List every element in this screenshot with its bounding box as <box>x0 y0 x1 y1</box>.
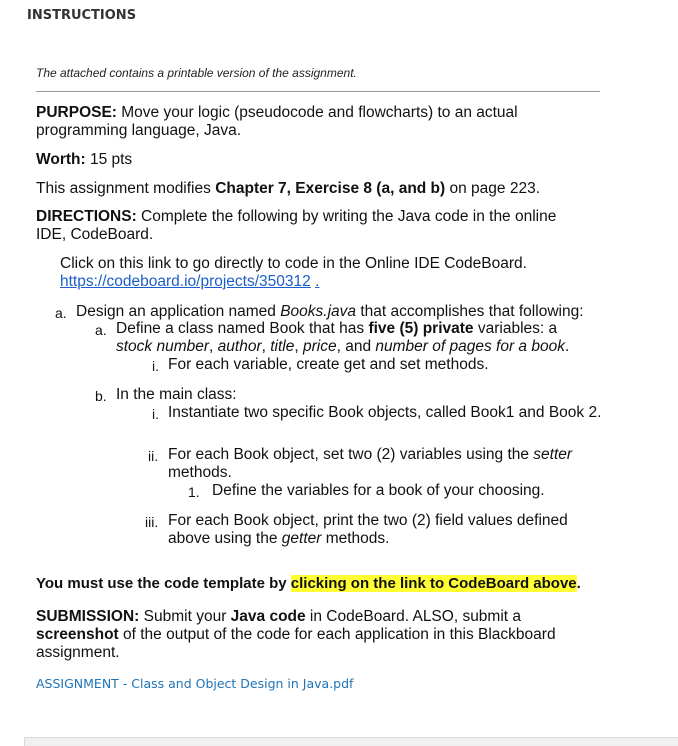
list-marker-b: b. <box>95 388 107 404</box>
list-item-b-ii-1: Define the variables for a book of your choosing. <box>212 482 545 499</box>
item-a-text-end: that accomplishes that following: <box>356 303 584 320</box>
purpose-text: Move your logic (pseudocode and flowcharts) to an actual programming language, Java. <box>36 104 518 139</box>
list-item-a-a <box>116 320 596 356</box>
page-reference: on page 223. <box>445 180 541 197</box>
screenshot-bold: screenshot <box>36 626 119 643</box>
purpose-label: PURPOSE: <box>36 104 117 121</box>
var-pages: number of pages for a book <box>375 338 565 355</box>
modifies-text: This assignment modifies <box>36 180 216 197</box>
printable-note: The attached contains a printable version of the assignment. <box>36 66 357 80</box>
list-item-a <box>76 303 584 321</box>
list-marker-b-iii: iii. <box>145 514 159 530</box>
var-price: price <box>303 338 337 355</box>
setter-text: For each Book object, set two (2) variables using the <box>168 446 534 463</box>
java-code-bold: Java code <box>230 608 306 625</box>
template-note-text: You must use the code template by <box>36 575 291 592</box>
list-marker-a-a-i: i. <box>152 358 159 374</box>
sep: , <box>209 338 218 355</box>
divider <box>36 91 600 92</box>
sep: , <box>261 338 271 355</box>
modifies-paragraph <box>36 180 540 198</box>
getter-word: getter <box>281 530 322 547</box>
instructions-heading: INSTRUCTIONS <box>27 8 137 23</box>
var-title: title <box>270 338 295 355</box>
getter-text-end: methods. <box>321 530 390 547</box>
directions-text: Complete the following by writing the Java code in the online IDE, CodeBoard. <box>36 208 557 243</box>
list-marker-b-i: i. <box>152 406 159 422</box>
codeboard-link-dot[interactable]: . <box>315 273 320 290</box>
setter-text-end: methods. <box>168 464 232 481</box>
list-marker-a: a. <box>55 305 67 321</box>
sep: . <box>564 338 570 355</box>
getter-text: For each Book object, print the two (2) field values defined above using the <box>168 512 568 547</box>
variables-text: variables: a <box>473 320 558 337</box>
sep: , and <box>336 338 376 355</box>
list-item-a-a-i: For each variable, create get and set methods. <box>168 356 489 373</box>
list-marker-b-ii: ii. <box>148 448 159 464</box>
worth-paragraph <box>36 151 132 169</box>
submission-text: in CodeBoard. ALSO, submit a <box>305 608 522 625</box>
codeboard-link-line <box>60 273 319 291</box>
submission-text: of the output of the code for each application in this Blackboard assignment. <box>36 626 556 661</box>
worth-label: Worth: <box>36 151 86 168</box>
submission-text: Submit your <box>139 608 231 625</box>
assignment-pdf-link[interactable]: ASSIGNMENT - Class and Object Design in Java.pdf <box>36 676 354 691</box>
list-marker-b-ii-1: 1. <box>188 484 200 500</box>
worth-value: 15 pts <box>85 151 133 168</box>
template-note-highlight: clicking on the link to CodeBoard above <box>290 575 577 592</box>
directions-paragraph <box>36 208 584 244</box>
submission-label: SUBMISSION: <box>36 608 140 625</box>
books-java: Books.java <box>280 303 357 320</box>
list-marker-a-a: a. <box>95 322 107 338</box>
sep: , <box>294 338 303 355</box>
codeboard-instruction: Click on this link to go directly to code in the Online IDE CodeBoard. <box>60 255 527 272</box>
list-item-b: In the main class: <box>116 386 237 403</box>
var-author: author <box>217 338 262 355</box>
chapter-reference: Chapter 7, Exercise 8 (a, and b) <box>215 180 446 197</box>
five-private: five (5) private <box>368 320 474 337</box>
template-note-end: . <box>576 575 581 592</box>
list-item-b-i: Instantiate two specific Book objects, called Book1 and Book 2. <box>168 404 602 421</box>
list-item-b-ii <box>168 446 598 482</box>
purpose-paragraph <box>36 104 576 140</box>
directions-label: DIRECTIONS: <box>36 208 137 225</box>
list-item-b-iii <box>168 512 598 548</box>
template-note <box>36 575 581 593</box>
setter-word: setter <box>533 446 573 463</box>
codeboard-link[interactable]: https://codeboard.io/projects/350312 <box>60 273 311 290</box>
item-a-text: Design an application named <box>76 303 281 320</box>
var-stock-number: stock number <box>116 338 210 355</box>
class-def-text: Define a class named Book that has <box>116 320 369 337</box>
submission-paragraph <box>36 608 584 662</box>
